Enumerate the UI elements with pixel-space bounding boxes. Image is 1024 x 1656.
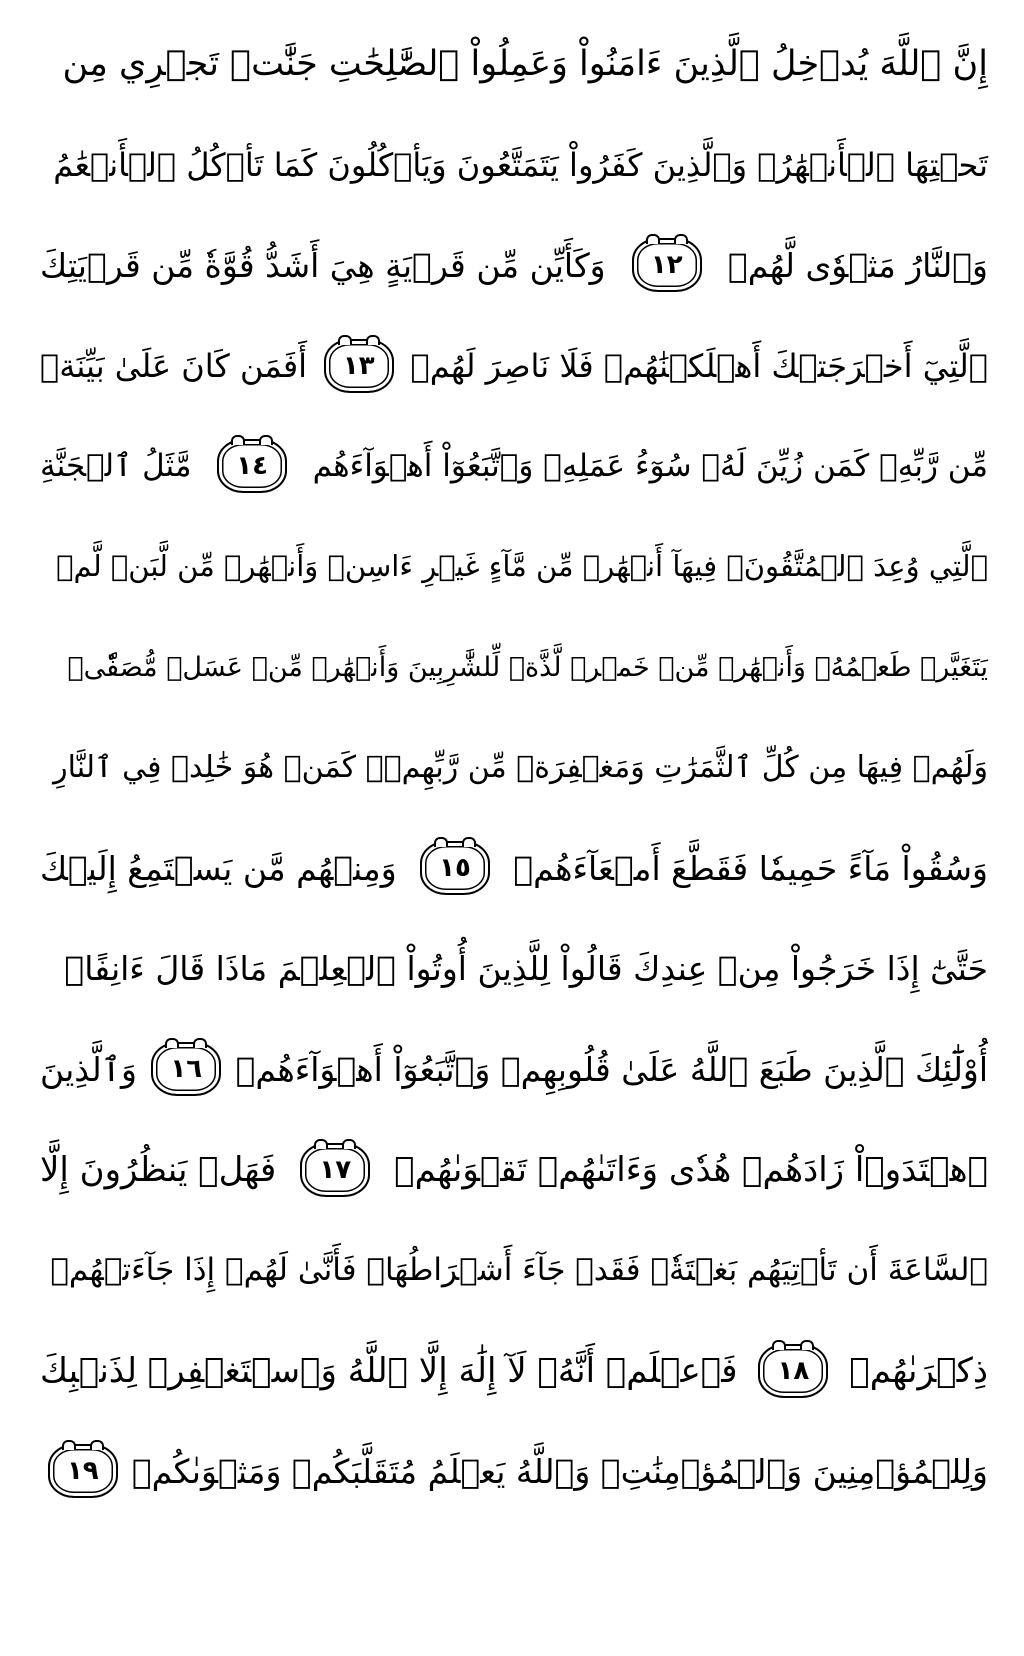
verse-text: ٱلَّتِي وُعِدَ ٱلۡمُتَّقُونَۖ فِيهَآ أَنۡهَٰرٞ مِّن مَّآءٍ غَيۡرِ ءَاسِنٖ وَأَنۡهَٰرٞ مِّن لَّبَنٖ لَّمۡ [56,549,988,584]
verse-text-block [40,14,988,1522]
ayah-number-marker: ١٢ [632,238,702,292]
text-line [40,1421,988,1522]
text-line [40,316,988,417]
verse-text: يَتَغَيَّرۡ طَعۡمُهُۥ وَأَنۡهَٰرٞ مِّنۡ خَمۡرٖ لَّذَّةٖ لِّلشَّٰرِبِينَ وَأَنۡهَٰرٞ مِّنۡ عَسَلٖ مُّصَفّٗىۖ [67,651,988,683]
text-line [40,14,988,115]
verse-text: أُوْلَٰٓئِكَ ٱلَّذِينَ طَبَعَ ٱللَّهُ عَلَىٰ قُلُوبِهِمۡ وَٱتَّبَعُوٓاْ أَهۡوَآءَهُمۡ [235,1049,988,1089]
text-line [40,517,988,618]
ayah-number-marker: ١٤ [217,439,287,493]
verse-text: إِنَّ ٱللَّهَ يُدۡخِلُ ٱلَّذِينَ ءَامَنُواْ وَعَمِلُواْ ٱلصَّٰلِحَٰتِ جَنَّٰتٖ تَجۡرِي مِن [62,43,988,84]
text-line [40,1019,988,1120]
verse-text: وَلَهُمۡ فِيهَا مِن كُلِّ ٱلثَّمَرَٰتِ وَمَغۡفِرَةٞ مِّن رَّبِّهِمۡۖ كَمَنۡ هُوَ خَٰلِدٞ فِي ٱلنَّارِ [53,749,988,785]
text-line [40,416,988,517]
verse-text: وَٱلنَّارُ مَثۡوٗى لَّهُمۡ [727,245,988,285]
verse-text: وَكَأَيِّن مِّن قَرۡيَةٍ هِيَ أَشَدُّ قُوَّةٗ مِّن قَرۡيَتِكَ [40,245,606,285]
verse-text: فَهَلۡ يَنظُرُونَ إِلَّا [40,1149,277,1190]
verse-text: مَّثَلُ ٱلۡجَنَّةِ [40,447,192,484]
ayah-number-marker: ١٣ [324,339,394,393]
verse-text: وَمِنۡهُم مَّن يَسۡتَمِعُ إِلَيۡكَ [40,848,397,888]
text-line [40,617,988,718]
ayah-number-marker: ١٥ [420,841,490,895]
verse-text: مِّن رَّبِّهِۦ كَمَن زُيِّنَ لَهُۥ سُوٓءُ عَمَلِهِۦ وَٱتَّبَعُوٓاْ أَهۡوَآءَهُم [312,447,988,484]
ayah-number-marker: ١٧ [300,1143,370,1197]
ayah-number-marker: ١٨ [758,1344,828,1398]
ayah-number-marker: ١٩ [48,1444,118,1498]
verse-text: وَلِلۡمُؤۡمِنِينَ وَٱلۡمُؤۡمِنَٰتِۗ وَٱللَّهُ يَعۡلَمُ مُتَقَلَّبَكُمۡ وَمَثۡوَىٰكُمۡ [131,1451,988,1491]
verse-text: تَحۡتِهَا ٱلۡأَنۡهَٰرُۖ وَٱلَّذِينَ كَفَرُواْ يَتَمَتَّعُونَ وَيَأۡكُلُونَ كَمَا تَأۡكُلُ ٱلۡأَنۡعَٰمُ [53,145,988,184]
verse-text: أَفَمَن كَانَ عَلَىٰ بَيِّنَةٖ [40,346,307,385]
verse-text: وَسُقُواْ مَآءً حَمِيمٗا فَقَطَّعَ أَمۡعَآءَهُمۡ [513,848,988,888]
verse-text: ذِكۡرَىٰهُمۡ [849,1350,988,1391]
text-line [40,1321,988,1422]
verse-text: ٱهۡتَدَوۡاْ زَادَهُمۡ هُدٗى وَءَاتَىٰهُمۡ تَقۡوَىٰهُمۡ [394,1149,988,1190]
text-line [40,1220,988,1321]
ayah-number-marker: ١٦ [151,1042,221,1096]
text-line [40,115,988,216]
verse-text: حَتَّىٰٓ إِذَا خَرَجُواْ مِنۡ عِندِكَ قَالُواْ لِلَّذِينَ أُوتُواْ ٱلۡعِلۡمَ مَاذَا قَالَ ءَانِفًاۚ [64,949,988,989]
verse-text: وَٱلَّذِينَ [40,1049,137,1089]
verse-text: فَٱعۡلَمۡ أَنَّهُۥ لَآ إِلَٰهَ إِلَّا ٱللَّهُ وَٱسۡتَغۡفِرۡ لِذَنۢبِكَ [40,1350,738,1391]
text-line [40,1120,988,1221]
text-line [40,718,988,819]
verse-text: ٱلَّتِيٓ أَخۡرَجَتۡكَ أَهۡلَكۡنَٰهُمۡ فَلَا نَاصِرَ لَهُمۡ [410,346,988,385]
verse-text: ٱلسَّاعَةَ أَن تَأۡتِيَهُم بَغۡتَةٗۖ فَقَدۡ جَآءَ أَشۡرَاطُهَاۚ فَأَنَّىٰ لَهُمۡ إِذَا جَآءَتۡهُمۡ [50,1251,988,1288]
text-line [40,818,988,919]
text-line [40,919,988,1020]
text-line [40,215,988,316]
